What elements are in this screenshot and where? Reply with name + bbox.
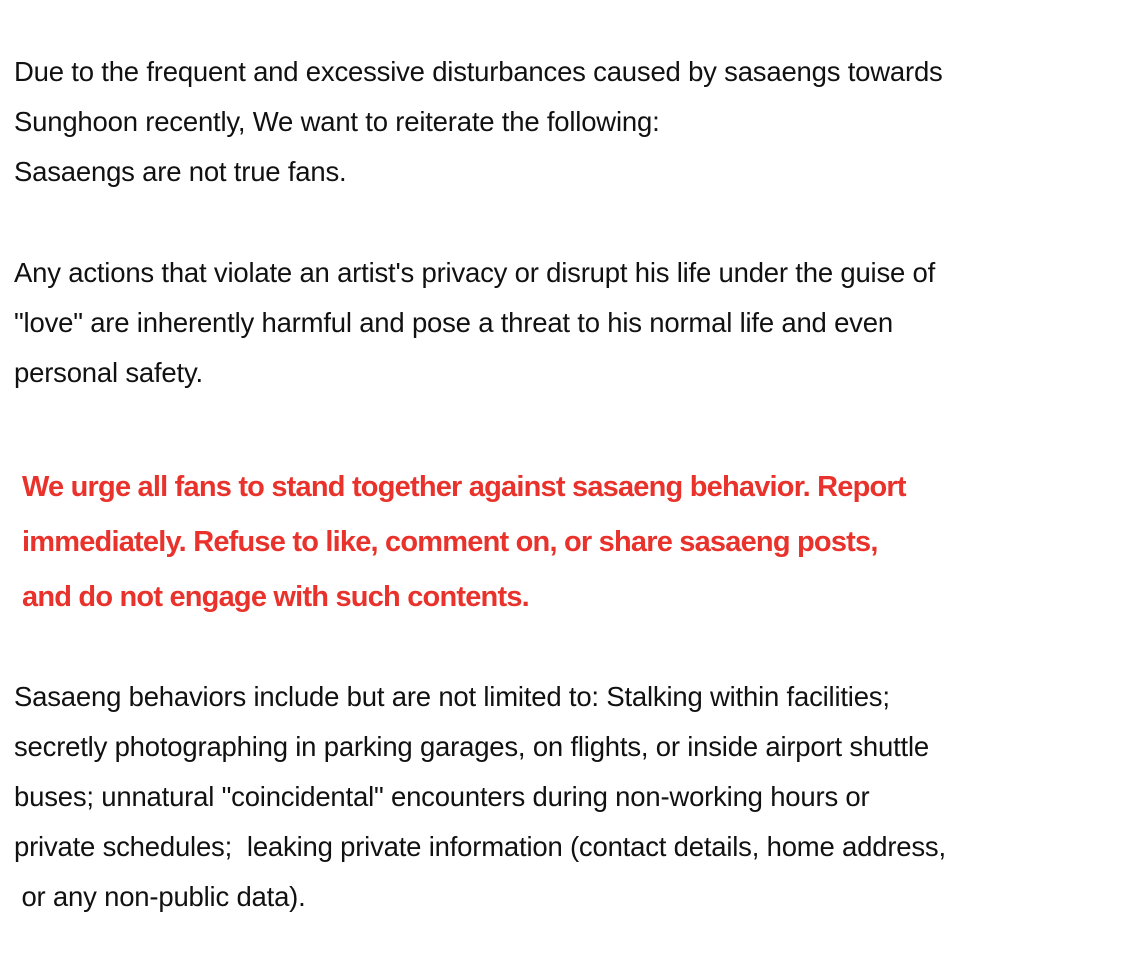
urge-line: We urge all fans to stand together against sasaeng behavior. Report	[22, 471, 906, 503]
intro-line: Due to the frequent and excessive disturbances caused by sasaengs towards	[14, 56, 943, 87]
intro-line: Sasaengs are not true fans.	[14, 156, 347, 187]
behaviors-paragraph	[14, 672, 1114, 922]
privacy-line: personal safety.	[14, 357, 203, 388]
intro-line: Sunghoon recently, We want to reiterate the following:	[14, 106, 660, 137]
urge-paragraph	[22, 460, 1112, 625]
behaviors-line: private schedules; leaking private information (contact details, home address,	[14, 831, 946, 862]
behaviors-line: Sasaeng behaviors include but are not limited to: Stalking within facilities;	[14, 681, 890, 712]
privacy-line: Any actions that violate an artist's privacy or disrupt his life under the guise of	[14, 257, 936, 288]
behaviors-line: or any non-public data).	[14, 881, 306, 912]
behaviors-line: secretly photographing in parking garages, on flights, or inside airport shuttle	[14, 731, 929, 762]
privacy-paragraph	[14, 248, 1114, 398]
urge-line: immediately. Refuse to like, comment on, or share sasaeng posts,	[22, 526, 878, 558]
intro-paragraph	[14, 47, 1114, 197]
behaviors-line: buses; unnatural "coincidental" encounters during non-working hours or	[14, 781, 870, 812]
urge-line: and do not engage with such contents.	[22, 581, 529, 613]
privacy-line: "love" are inherently harmful and pose a threat to his normal life and even	[14, 307, 893, 338]
